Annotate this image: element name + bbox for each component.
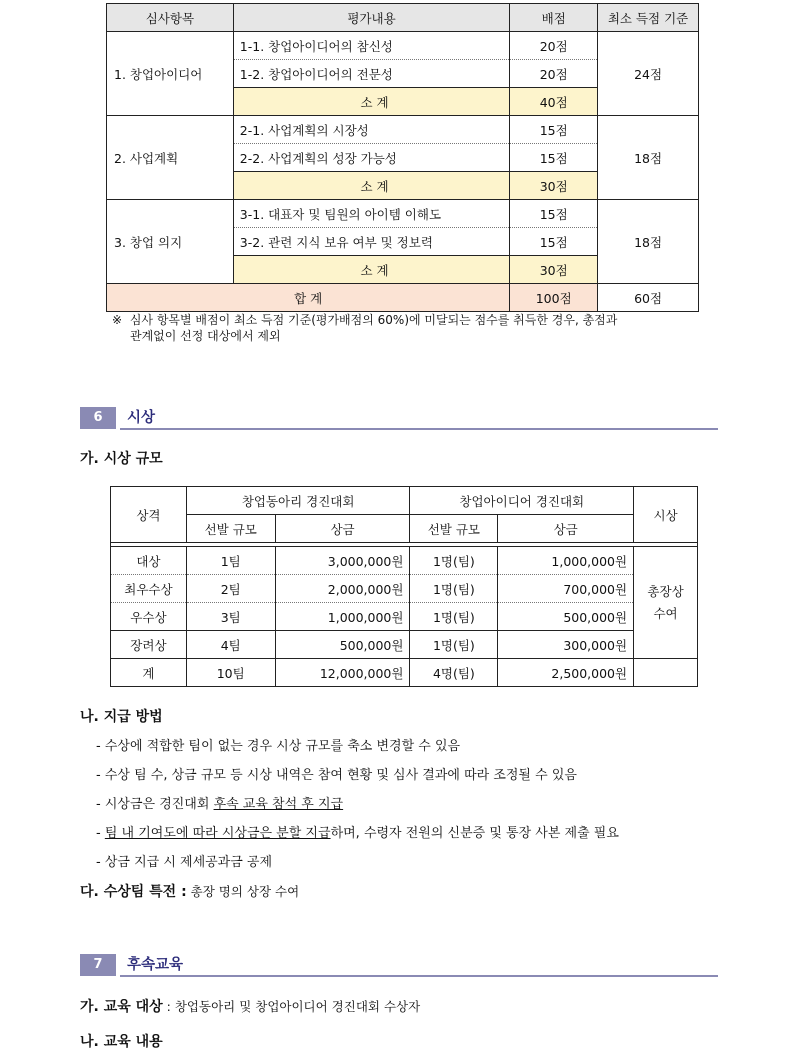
payment-item-3 (96, 793, 343, 812)
award-name: 대상 (111, 547, 187, 575)
prize-line-2: 수여 (653, 605, 678, 621)
evaluation-header-row (107, 4, 699, 32)
payment-item-4-text: 하며, 수령자 전원의 신분증 및 통장 사본 제출 필요 (330, 826, 619, 841)
table-row (111, 547, 698, 575)
club-money: 1,000,000원 (275, 603, 410, 631)
subheader-money: 상금 (275, 515, 410, 543)
section-rule (120, 428, 718, 430)
section-number: 7 (80, 954, 116, 976)
header-prize: 시상 (634, 487, 698, 543)
subtotal-value: 30점 (510, 172, 598, 200)
note-line-1: 심사 항목별 배점이 최소 득점 기준(평가배점의 60%)에 미달되는 점수를 취득한 경우, 총점과 (129, 313, 618, 327)
prize-cell (634, 547, 698, 659)
table-row (107, 32, 699, 60)
payment-item-5: - 상금 지급 시 제세공과금 공제 (96, 855, 273, 870)
category-cell: 3. 창업 의지 (107, 200, 234, 284)
subheader-money: 상금 (498, 515, 634, 543)
sum-row (111, 659, 698, 687)
subtotal-label: 소 계 (233, 172, 509, 200)
points-cell: 15점 (510, 200, 598, 228)
section-header-7 (80, 953, 718, 977)
table-row (107, 116, 699, 144)
header-content: 평가내용 (233, 4, 509, 32)
idea-money: 700,000원 (498, 575, 634, 603)
club-count: 1팀 (186, 547, 275, 575)
award-header-row (111, 487, 698, 515)
item-cell: 3-2. 관련 지식 보유 여부 및 정보력 (233, 228, 509, 256)
award-subheader-row (111, 515, 698, 543)
subheader-count: 선발 규모 (186, 515, 275, 543)
payment-item-3-underlined: 후속 교육 참석 후 지급 (213, 797, 344, 812)
table-row (111, 603, 698, 631)
total-row (107, 284, 699, 312)
payment-item-4 (96, 822, 619, 841)
special-benefit-label: 다. 수상팀 특전 : (80, 884, 187, 900)
idea-count: 1명(팀) (410, 547, 498, 575)
table-row (111, 575, 698, 603)
club-count: 4팀 (186, 631, 275, 659)
club-count: 3팀 (186, 603, 275, 631)
header-points: 배점 (510, 4, 598, 32)
points-cell: 15점 (510, 116, 598, 144)
sum-prize-cell (634, 659, 698, 687)
subtotal-label: 소 계 (233, 256, 509, 284)
special-benefit (80, 881, 299, 901)
total-min-score: 60점 (598, 284, 699, 312)
payment-heading: 나. 지급 방법 (80, 709, 163, 725)
payment-item-2: - 수상 팀 수, 상금 규모 등 시상 내역은 참여 현황 및 심사 결과에 따라 조정될 수 있음 (96, 768, 577, 783)
section-header-6 (80, 406, 718, 430)
points-cell: 15점 (510, 144, 598, 172)
idea-count: 1명(팀) (410, 603, 498, 631)
table-row (107, 200, 699, 228)
award-name: 우수상 (111, 603, 187, 631)
points-cell: 20점 (510, 60, 598, 88)
points-cell: 20점 (510, 32, 598, 60)
section-number: 6 (80, 407, 116, 429)
min-score-cell: 18점 (598, 200, 699, 284)
edu-target (80, 996, 420, 1016)
idea-money: 500,000원 (498, 603, 634, 631)
category-cell: 1. 창업아이디어 (107, 32, 234, 116)
edu-target-label: 가. 교육 대상 (80, 999, 163, 1015)
total-value: 100점 (510, 284, 598, 312)
header-award: 상격 (111, 487, 187, 543)
club-money: 2,000,000원 (275, 575, 410, 603)
item-cell: 2-1. 사업계획의 시장성 (233, 116, 509, 144)
club-count: 2팀 (186, 575, 275, 603)
club-money: 500,000원 (275, 631, 410, 659)
sum-name: 계 (111, 659, 187, 687)
header-category: 심사항목 (107, 4, 234, 32)
award-table (110, 486, 698, 687)
sum-club-money: 12,000,000원 (275, 659, 410, 687)
payment-item-1: - 수상에 적합한 팀이 없는 경우 시상 규모를 축소 변경할 수 있음 (96, 739, 461, 754)
item-cell: 1-1. 창업아이디어의 참신성 (233, 32, 509, 60)
evaluation-table (106, 3, 699, 312)
table-row (111, 631, 698, 659)
min-score-cell: 24점 (598, 32, 699, 116)
header-min-score: 최소 득점 기준 (598, 4, 699, 32)
item-cell: 1-2. 창업아이디어의 전문성 (233, 60, 509, 88)
header-group-club: 창업동아리 경진대회 (186, 487, 410, 515)
sum-idea-count: 4명(팀) (410, 659, 498, 687)
prize-line-1: 총장상 (647, 583, 684, 599)
min-score-cell: 18점 (598, 116, 699, 200)
idea-count: 1명(팀) (410, 575, 498, 603)
award-name: 장려상 (111, 631, 187, 659)
subtotal-value: 40점 (510, 88, 598, 116)
award-name: 최우수상 (111, 575, 187, 603)
edu-content-heading: 나. 교육 내용 (80, 1034, 163, 1050)
subtotal-value: 30점 (510, 256, 598, 284)
idea-count: 1명(팀) (410, 631, 498, 659)
category-cell: 2. 사업계획 (107, 116, 234, 200)
total-label: 합 계 (107, 284, 510, 312)
sum-idea-money: 2,500,000원 (498, 659, 634, 687)
subheader-count: 선발 규모 (410, 515, 498, 543)
item-cell: 3-1. 대표자 및 팀원의 아이템 이해도 (233, 200, 509, 228)
note-mark: ※ (112, 313, 123, 327)
special-benefit-text: 총장 명의 상장 수여 (186, 884, 300, 899)
payment-item-3-text: - 시상금은 경진대회 (96, 797, 214, 812)
edu-target-text: : 창업동아리 및 창업아이디어 경진대회 수상자 (162, 999, 421, 1014)
payment-item-4-underlined: 팀 내 기여도에 따라 시상금은 분할 지급 (104, 826, 331, 841)
evaluation-note (112, 312, 617, 344)
idea-money: 300,000원 (498, 631, 634, 659)
header-group-idea: 창업아이디어 경진대회 (410, 487, 634, 515)
sum-club-count: 10팀 (186, 659, 275, 687)
section-rule (120, 975, 718, 977)
idea-money: 1,000,000원 (498, 547, 634, 575)
club-money: 3,000,000원 (275, 547, 410, 575)
item-cell: 2-2. 사업계획의 성장 가능성 (233, 144, 509, 172)
points-cell: 15점 (510, 228, 598, 256)
payment-item-4-dash: - (96, 826, 105, 841)
section-title: 시상 (127, 410, 156, 426)
section-title: 후속교육 (127, 957, 184, 973)
award-scale-heading: 가. 시상 규모 (80, 451, 163, 467)
subtotal-label: 소 계 (233, 88, 509, 116)
note-line-2: 관계없이 선정 대상에서 제외 (130, 329, 281, 343)
